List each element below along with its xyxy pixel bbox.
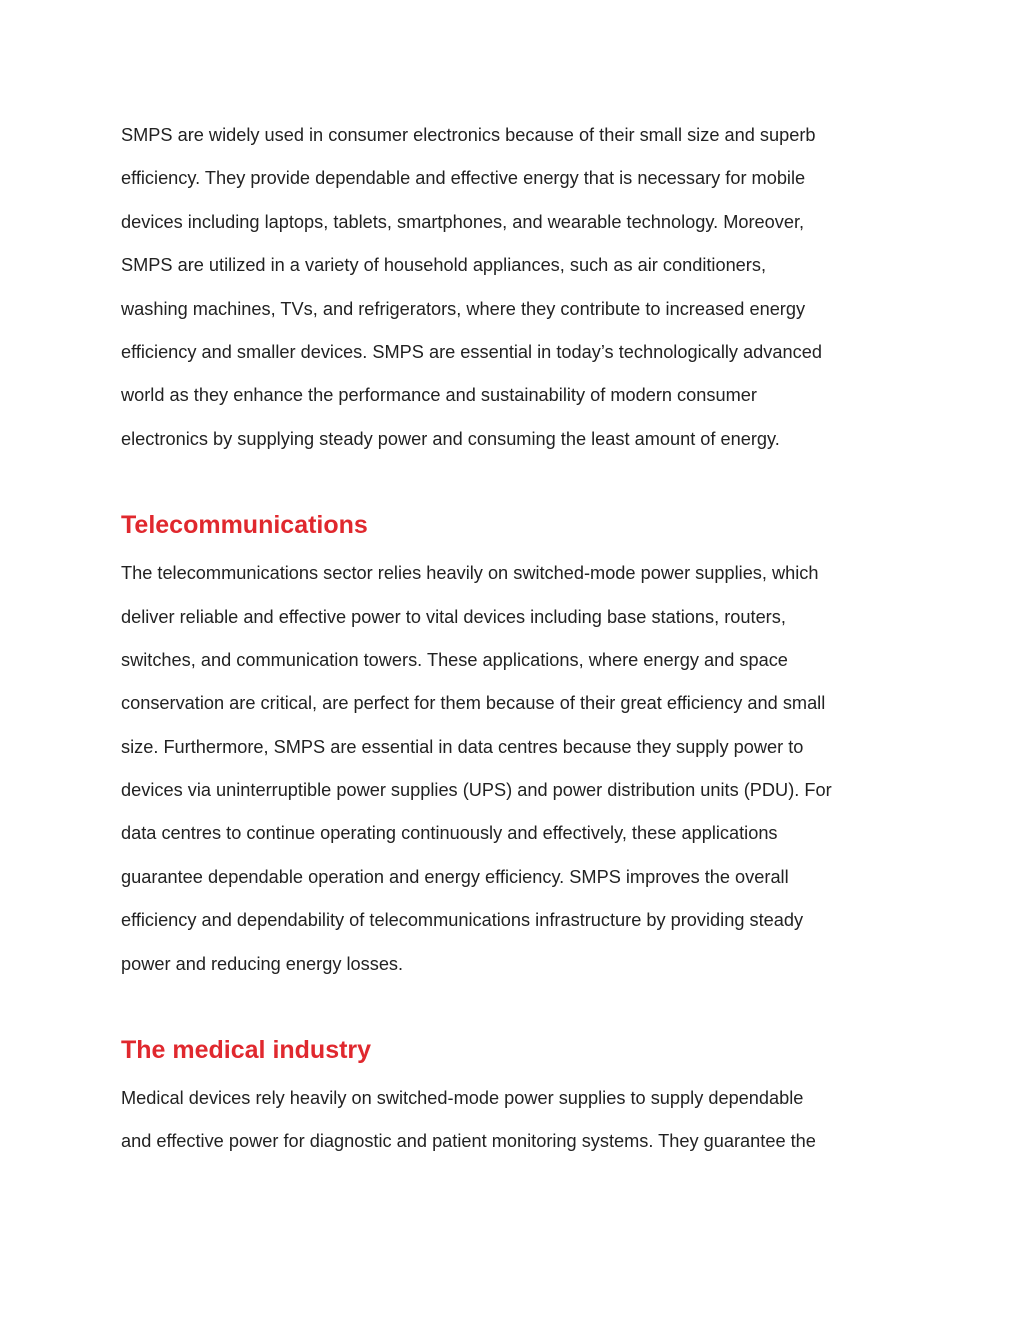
paragraph-line: Medical devices rely heavily on switched-mode power supplies to supply dependable <box>121 1088 804 1109</box>
paragraph-line: washing machines, TVs, and refrigerators, where they contribute to increased energy <box>121 298 806 319</box>
paragraph-consumer-electronics <box>121 114 921 461</box>
section-heading-medical-industry: The medical industry <box>121 1036 372 1065</box>
paragraph-line: power and reducing energy losses. <box>121 953 404 974</box>
paragraph-line: The telecommunications sector relies heavily on switched-mode power supplies, which <box>121 563 819 584</box>
document-page <box>121 114 921 1164</box>
paragraph-line: size. Furthermore, SMPS are essential in data centres because they supply power to <box>121 736 804 757</box>
paragraph-line: deliver reliable and effective power to vital devices including base stations, routers, <box>121 606 786 627</box>
paragraph-line: and effective power for diagnostic and patient monitoring systems. They guarantee the <box>121 1131 816 1152</box>
paragraph-line: conservation are critical, are perfect for them because of their great efficiency and small <box>121 693 826 714</box>
paragraph-line: guarantee dependable operation and energy efficiency. SMPS improves the overall <box>121 866 789 887</box>
paragraph-line: switches, and communication towers. These applications, where energy and space <box>121 649 788 670</box>
paragraph-line: SMPS are utilized in a variety of household appliances, such as air conditioners, <box>121 255 766 276</box>
paragraph-line: SMPS are widely used in consumer electronics because of their small size and superb <box>121 125 816 145</box>
paragraph-line: efficiency and smaller devices. SMPS are essential in today’s technologically advanced <box>121 341 822 362</box>
paragraph-line: devices including laptops, tablets, smartphones, and wearable technology. Moreover, <box>121 211 805 232</box>
paragraph-line: devices via uninterruptible power supplies (UPS) and power distribution units (PDU). For <box>121 780 832 801</box>
section-heading-telecommunications: Telecommunications <box>121 511 368 540</box>
paragraph-medical <box>121 1077 921 1164</box>
paragraph-line: electronics by supplying steady power and consuming the least amount of energy. <box>121 428 780 449</box>
paragraph-line: efficiency. They provide dependable and effective energy that is necessary for mobile <box>121 168 806 189</box>
paragraph-line: data centres to continue operating continuously and effectively, these applications <box>121 823 778 844</box>
paragraph-telecommunications <box>121 552 921 986</box>
paragraph-line: world as they enhance the performance and sustainability of modern consumer <box>121 385 757 406</box>
paragraph-line: efficiency and dependability of telecommunications infrastructure by providing steady <box>121 910 804 931</box>
